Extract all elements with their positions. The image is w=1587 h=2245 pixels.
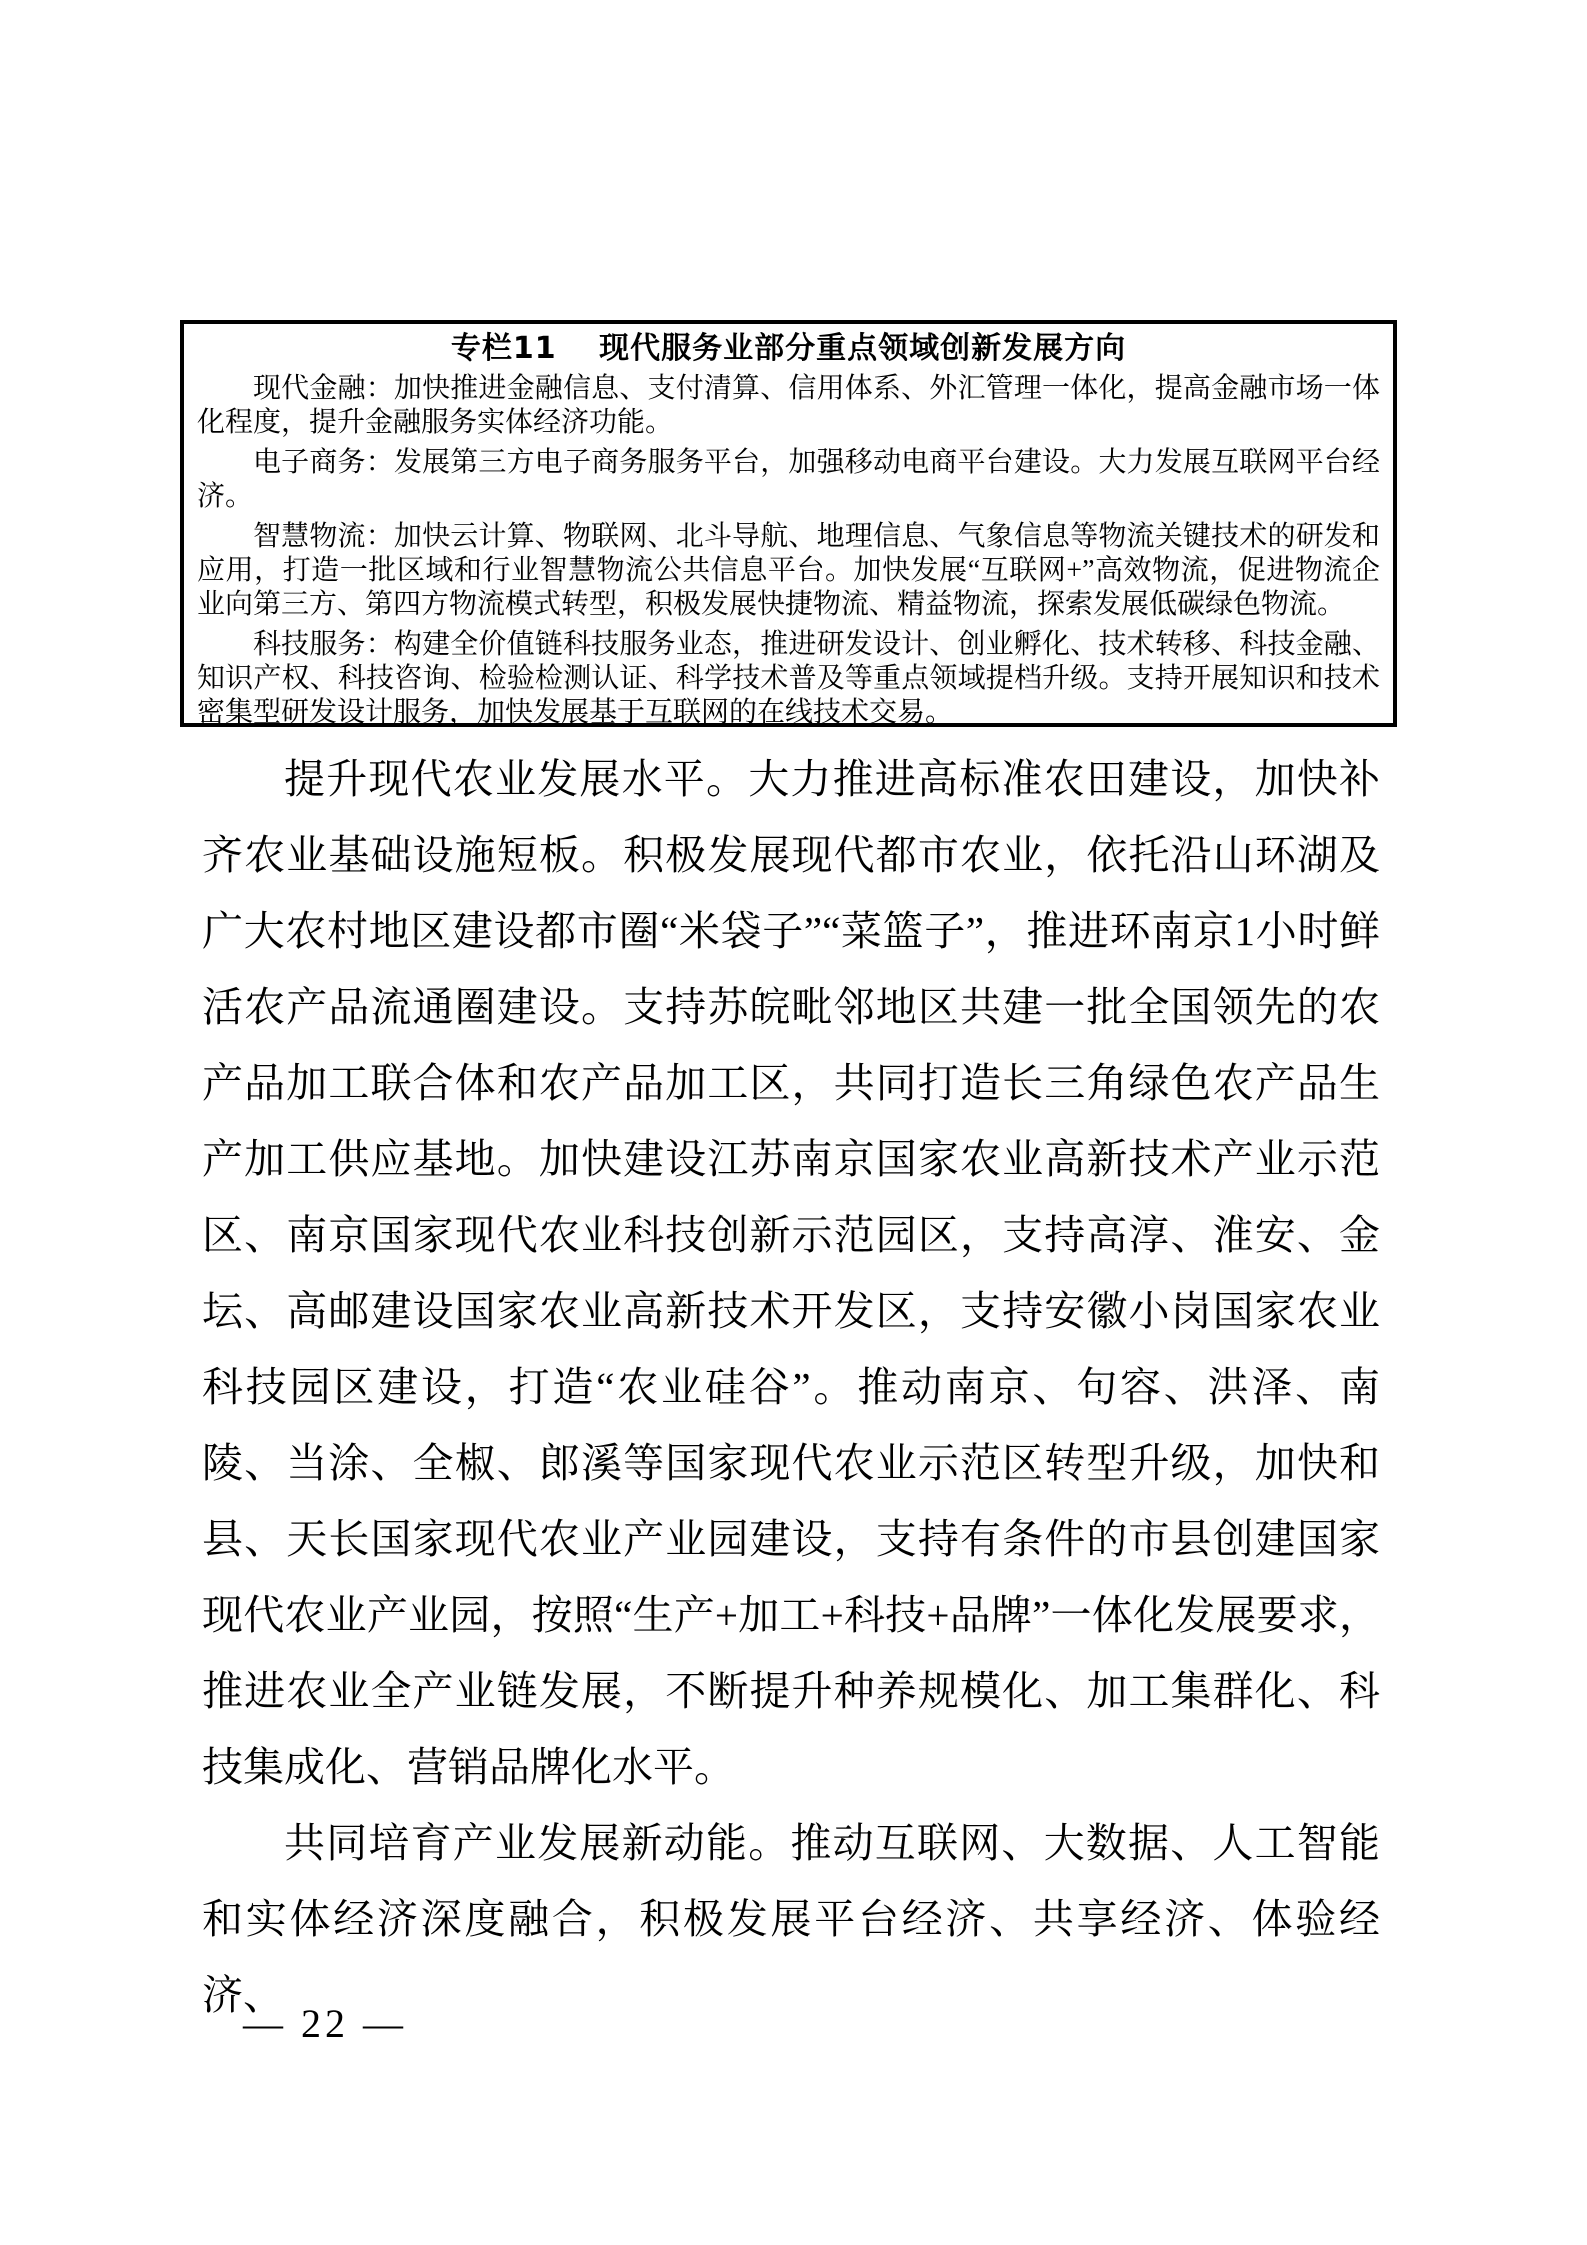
body-text-block (202, 741, 1380, 2033)
box-paragraph-e-commerce: 电子商务：发展第三方电子商务服务平台，加强移动电商平台建设。大力发展互联网平台经济。 (197, 447, 1380, 512)
box-paragraph-tech-services: 科技服务：构建全价值链科技服务业态，推进研发设计、创业孵化、技术转移、科技金融、知识产权、科技咨询、检验检测认证、科学技术普及等重点领域提档升级。支持开展知识和技术密集型研发设计服务，加快发展基于互联网的在线技术交易。 (197, 629, 1380, 728)
callout-box-title: 专栏11 现代服务业部分重点领域创新发展方向 (450, 331, 1127, 366)
box-paragraph-smart-logistics: 智慧物流：加快云计算、物联网、北斗导航、地理信息、气象信息等物流关键技术的研发和应用，打造一批区域和行业智慧物流公共信息平台。加快发展“互联网+”高效物流，促进物流企业向第三方、第四方物流模式转型，积极发展快捷物流、精益物流，探索发展低碳绿色物流。 (197, 521, 1380, 620)
box-paragraph-modern-finance: 现代金融：加快推进金融信息、支付清算、信用体系、外汇管理一体化，提高金融市场一体化程度，提升金融服务实体经济功能。 (197, 373, 1380, 438)
body-paragraph-new-growth-drivers: 共同培育产业发展新动能。推动互联网、大数据、人工智能和实体经济深度融合，积极发展平台经济、共享经济、体验经济、 (202, 1820, 1380, 2018)
callout-box-column-11 (180, 320, 1397, 727)
body-paragraph-modern-agriculture: 提升现代农业发展水平。大力推进高标准农田建设，加快补齐农业基础设施短板。积极发展现代都市农业，依托沿山环湖及广大农村地区建设都市圈“米袋子”“菜篮子”，推进环南京1小时鲜活农产品流通圈建设。支持苏皖毗邻地区共建一批全国领先的农产品加工联合体和农产品加工区，共同打造长三角绿色农产品生产加工供应基地。加快建设江苏南京国家农业高新技术产业示范区、南京国家现代农业科技创新示范园区，支持高淳、淮安、金坛、高邮建设国家农业高新技术开发区，支持安徽小岗国家农业科技园区建设，打造“农业硅谷”。推动南京、句容、洪泽、南陵、当涂、全椒、郎溪等国家现代农业示范区转型升级，加快和县、天长国家现代农业产业园建设，支持有条件的市县创建国家现代农业产业园，按照“生产+加工+科技+品牌”一体化发展要求，推进农业全产业链发展，不断提升种养规模化、加工集群化、科技集成化、营销品牌化水平。 (202, 756, 1380, 1790)
page-number: — 22 — (243, 2001, 407, 2046)
